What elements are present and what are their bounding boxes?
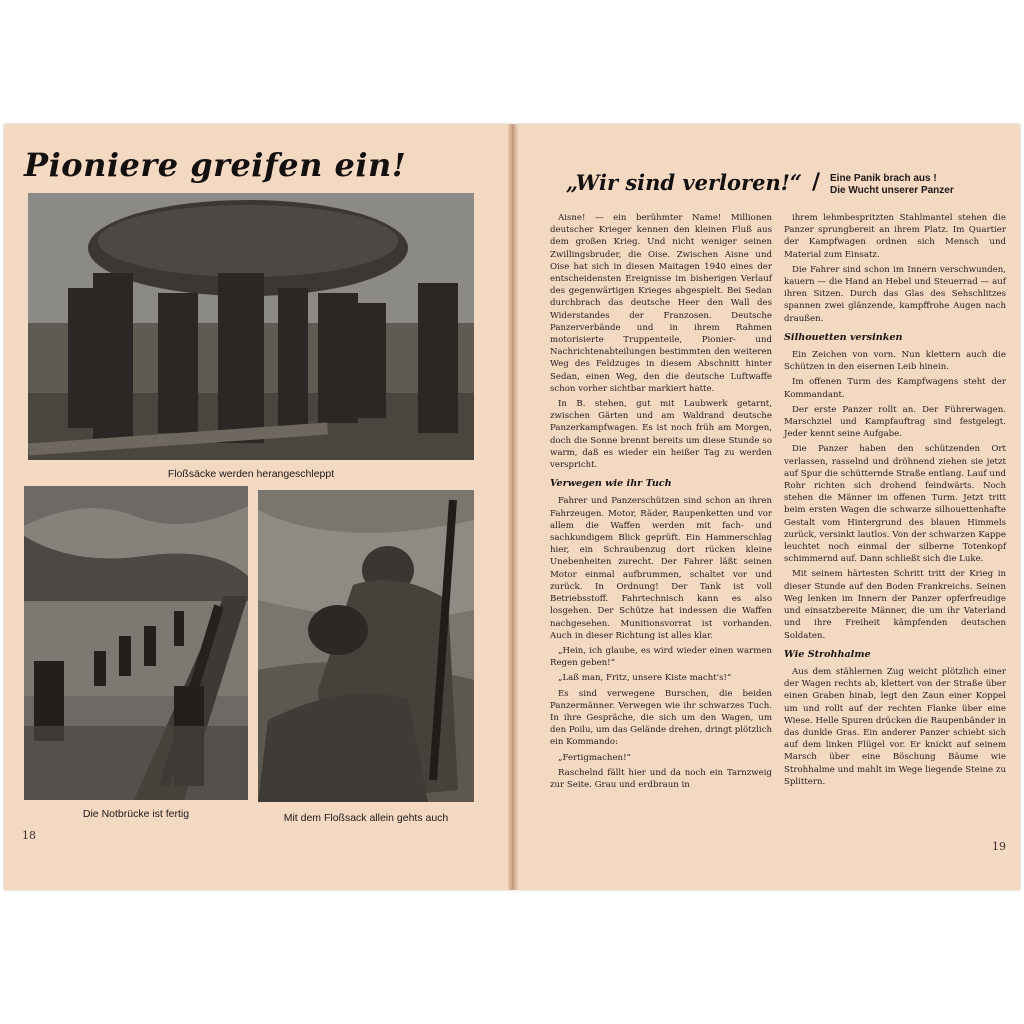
page-number-left: 18 [22,829,36,842]
paragraph: In B. stehen, gut mit Laubwerk getarnt, zwischen Gärten und am Waldrand deutsche Panzerkampfwagen. Es ist noch früh am Morgen, doch die Sonne brennt bereits um diese Stunde so warm, daß es wieder ein heißer Tag zu werden verspricht. [550,399,772,471]
page-title: Pioniere greifen ein! [24,146,407,184]
article-title: „Wir sind verloren!“ [566,170,803,195]
paragraph: ihrem lehmbespritzten Stahlmantel stehen die Panzer sprungbereit an ihrem Platz. Im Quartier der Kampfwagen ordnen sich Mensch und Material zum Einsatz. [784,213,1006,260]
caption-emergency-bridge: Die Notbrücke ist fertig [82,808,190,820]
subtitle-line-2: Die Wucht unserer Panzer [830,185,954,196]
photo-raft-carriers [28,193,474,460]
caption-raft-alone: Mit dem Floßsack allein gehts auch [283,812,449,824]
book-gutter [508,124,518,890]
section-heading: Silhouetten versinken [784,331,903,343]
section-heading: Verwegen wie ihr Tuch [550,478,672,490]
paragraph: Aisne! — ein berühmter Name! Millionen deutscher Krieger kennen den kleinen Fluß aus dem großen Krieg. Und nicht weniger seinen Zwillingsbruder, die Oise. Zwischen Aisne und Oise hat sich in diesen Maitagen 1940 eines der entscheidensten Ereignisse im bisherigen Verlauf des gegenwärtigen Krieges abgespielt. Bei Sedan durchbrach das deutsche Heer den Wall des Widerstandes der Franzosen. Deutsche Panzerverbände und in ihrem Rahmen motorisierte Truppenteile, Pionier- und Nachrichtenabteilungen bestimmten den weiteren Weg des Feldzuges in diesem Abschnitt hinter Sedan, einen Weg, den die deutsche Luftwaffe schon vorher sichtbar markiert hatte. [550,213,772,394]
paragraph: Die Fahrer sind schon im Innern verschwunden, kauern — die Hand an Hebel und Steuerrad — auf ihren Sitzen. Durch das Glas des Sehschlitzes spannen zwei glänzende, kampffrohe Augen nach draußen. [784,264,1006,324]
title-separator: / [812,170,821,195]
paragraph: „Fertigmachen!“ [558,752,631,763]
photo-emergency-bridge [24,486,248,800]
paragraph: Ein Zeichen von vorn. Nun klettern auch die Schützen in den eisernen Leib hinein. [784,350,1006,373]
section-heading: Wie Strohhalme [784,648,871,660]
paragraph: Die Panzer haben den schützenden Ort verlassen, rasselnd und dröhnend ziehen sie jetzt auf Spur die schütternde Straße entlang. Lauf und Rohr richten sich drohend feindwärts. Noch stehen die Männer im offenen Turm. Jetzt tritt beim ersten Wagen die schwarze silhouettenhafte Gestalt vom Hintergrund des blauen Himmels zurück, versinkt lautlos. Von der schwarzen Kappe leuchtet noch einmal der silberne Totenkopf schimmernd auf. Dann schließt sich die Luke. [784,444,1006,565]
subtitle-line-1: Eine Panik brach aus ! [830,173,937,184]
paragraph: Es sind verwegene Burschen, die beiden Panzermänner. Verwegen wie ihr schwarzes Tuch. In ihre Gespräche, die sich um den Wagen, um den Poilu, um das Gelände drehen, dringt plötzlich ein Kommando: [550,688,772,748]
paragraph: „Hein, ich glaube, es wird wieder einen warmen Regen geben!“ [550,645,772,669]
article-subtitle [830,173,954,197]
paragraph: Mit seinem härtesten Schritt tritt der Krieg in dieser Stunde auf den Boden Frankreichs. Seinen Weg lenken im Innern der Panzer opferfreudige und einsatzbereite Männer, die um ihr Vaterland und ihre Freiheit kämpfenden deutschen Soldaten. [784,569,1006,641]
page-number-right: 19 [992,840,1006,853]
text-column-1 [550,212,772,794]
paragraph: Der erste Panzer rollt an. Der Führerwagen. Marschziel und Kampfauftrag sind festgelegt. Jeder kennt seine Aufgabe. [784,404,1006,440]
photo-raft-alone [258,490,474,802]
paragraph: Im offenen Turm des Kampfwagens steht der Kommandant. [784,377,1006,400]
paragraph: Fahrer und Panzerschützen sind schon an ihren Fahrzeugen. Motor, Räder, Raupenketten und vor allem die Waffen werden mit fach- und sachkundigem Blick geprüft. Ein Hammerschlag hier, ein Schraubenzug dort rücken kleine Unebenheiten zurecht. Der Fahrer läßt seinen Motor einmal aufbrummen, schaltet vor und zurück. In Ordnung! Der Tank ist voll Betriebsstoff. Fahrtechnisch kann es also losgehen. Der Schütze hat indessen die Waffen nachgesehen. Munitionsvorrat ist vorhanden. Auch in dieser Richtung ist alles klar. [550,496,772,641]
paragraph: Raschelnd fällt hier und da noch ein Tarnzweig zur Seite. Grau und erdbraun in [550,767,772,790]
paragraph: „Laß man, Fritz, unsere Kiste macht's!“ [558,673,732,684]
caption-raft-carriers: Floßsäcke werden herangeschleppt [167,468,335,480]
paragraph: Aus dem stählernen Zug weicht plötzlich einer der Wagen rechts ab, klettert von der Straße über einen Graben hinab, legt den Zaun einer Koppel um und rollt auf der rechten Flanke über eine Wiese. Helle Spuren drücken die Raupenbänder in das dunkle Gras. Ein anderer Panzer schiebt sich auf dem linken Flügel vor. Er knickt auf seinem Marsch über eine Böschung Bäume wie Strohhalme und mahlt im Wege liegende Steine zu Splittern. [784,666,1006,787]
text-column-2 [784,212,1006,791]
